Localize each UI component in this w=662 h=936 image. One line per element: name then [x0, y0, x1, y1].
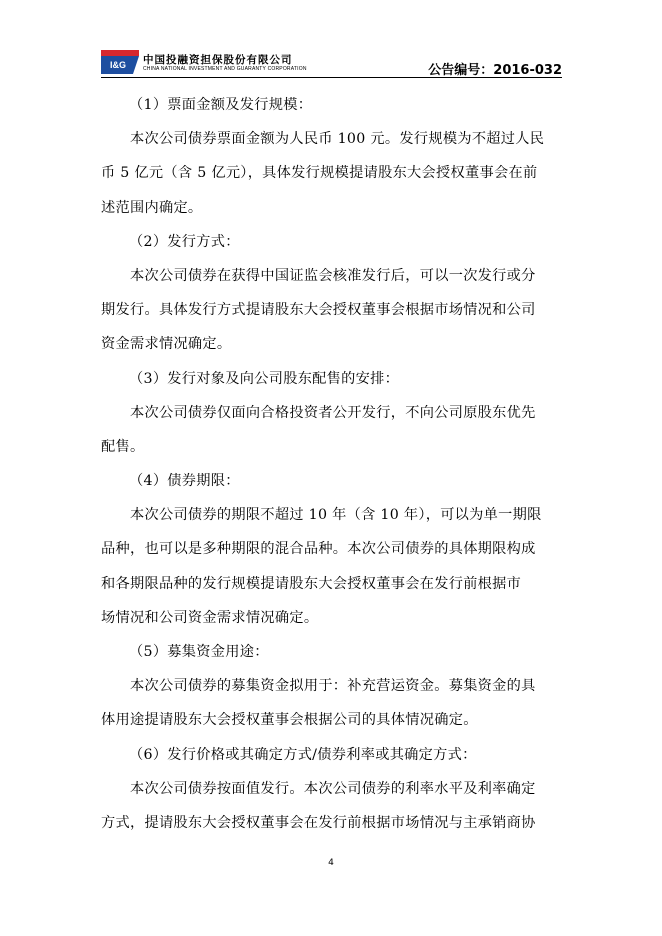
paragraph-line: 期发行。具体发行方式提请股东大会授权董事会根据市场情况和公司 [101, 302, 536, 319]
logo-red-wing [101, 50, 139, 56]
document-body [101, 88, 562, 840]
paragraph-line: 和各期限品种的发行规模提请股东大会授权董事会在发行前根据市 [101, 575, 522, 592]
company-name-en: CHINA NATIONAL INVESTMENT AND GUARANTY CORPORATION [143, 66, 307, 72]
paragraph-line: 资金需求情况确定。 [101, 336, 232, 353]
paragraph-line: 配售。 [101, 438, 145, 455]
announcement-number: 公告编号：2016-032 [428, 63, 562, 78]
paragraph-line: 述范围内确定。 [101, 199, 203, 216]
paragraph-line: 体用途提请股东大会授权董事会根据公司的具体情况确定。 [101, 712, 478, 729]
section-heading: （4）债券期限： [129, 473, 240, 490]
paragraph-line: 本次公司债券票面金额为人民币 100 元。发行规模为不超过人民 [101, 131, 545, 148]
company-name-cn: 中国投融资担保股份有限公司 [143, 54, 293, 66]
page-header [101, 48, 562, 78]
company-logo [101, 50, 139, 74]
paragraph-line: 本次公司债券仅面向合格投资者公开发行，不向公司原股东优先 [101, 404, 536, 421]
section-heading: （3）发行对象及向公司股东配售的安排： [129, 370, 400, 387]
paragraph-line: 本次公司债券在获得中国证监会核准发行后，可以一次发行或分 [101, 267, 536, 284]
paragraph-line: 本次公司债券的募集资金拟用于：补充营运资金。募集资金的具 [101, 678, 536, 695]
section-heading: （5）募集资金用途： [129, 644, 269, 660]
header-divider [101, 77, 562, 78]
paragraph-line: 方式，提请股东大会授权董事会在发行前根据市场情况与主承销商协 [101, 814, 536, 831]
logo-text: I&G [109, 60, 127, 70]
section-heading: （1）票面金额及发行规模： [129, 97, 313, 113]
paragraph-line: 本次公司债券按面值发行。本次公司债券的利率水平及利率确定 [101, 780, 536, 797]
paragraph-line: 场情况和公司资金需求情况确定。 [101, 609, 319, 626]
paragraph-line: 本次公司债券的期限不超过 10 年（含 10 年），可以为单一期限 [101, 507, 542, 524]
page-number: 4 [328, 858, 334, 868]
paragraph-line: 品种，也可以是多种期限的混合品种。本次公司债券的具体期限构成 [101, 541, 536, 558]
section-heading: （2）发行方式： [129, 233, 240, 250]
paragraph-line: 币 5 亿元（含 5 亿元），具体发行规模提请股东大会授权董事会在前 [101, 165, 538, 182]
section-heading: （6）发行价格或其确定方式/债券利率或其确定方式： [129, 746, 477, 763]
